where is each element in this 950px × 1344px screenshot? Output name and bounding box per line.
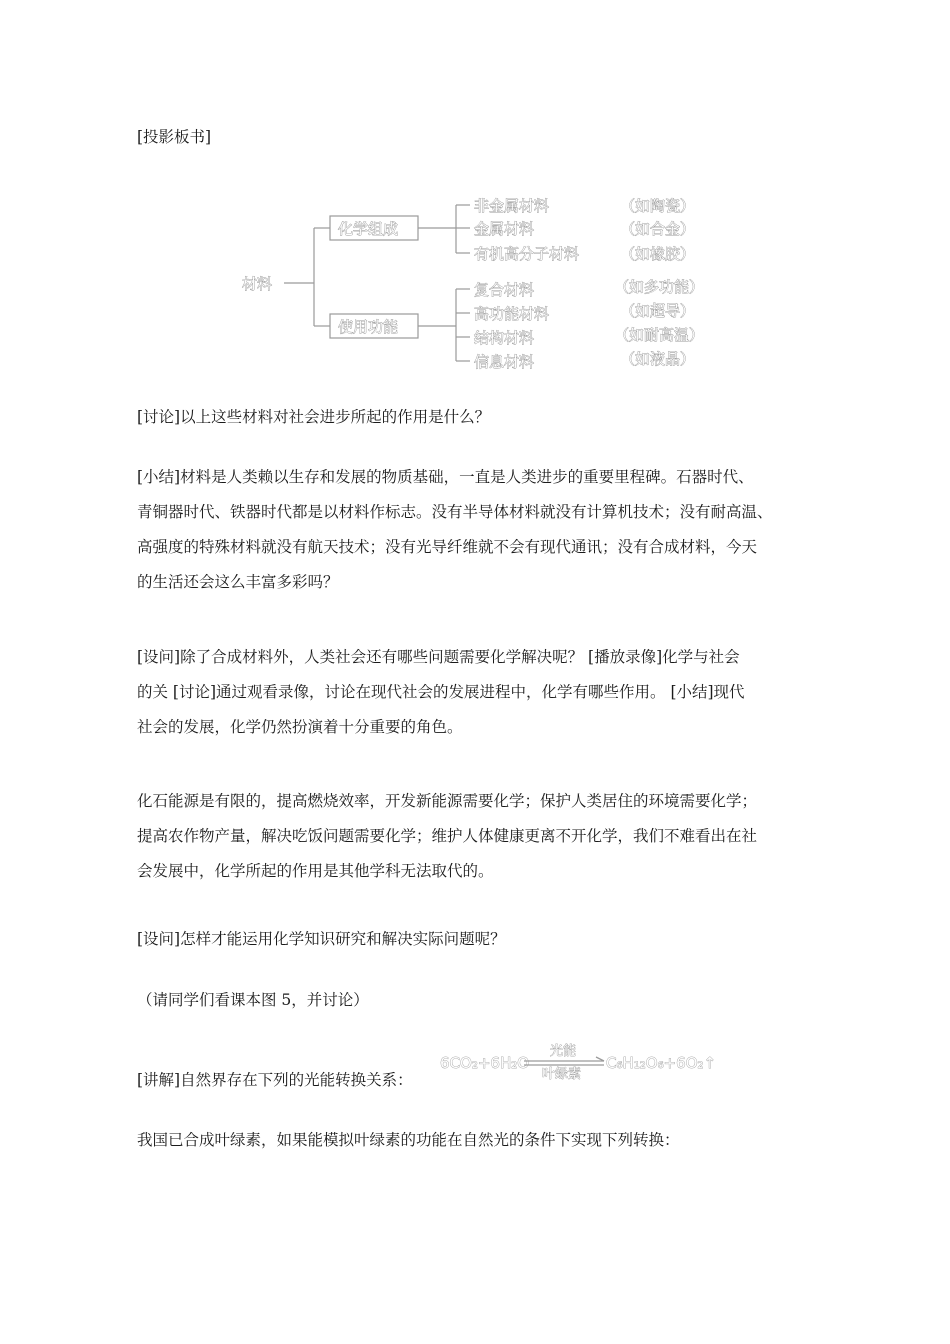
leaf-example: （如液晶） bbox=[620, 350, 696, 368]
paragraph-summary bbox=[137, 460, 827, 600]
diagram-root: 材料 bbox=[242, 275, 273, 293]
materials-classification-diagram bbox=[236, 188, 716, 378]
text-line: [设问]除了合成材料外，人类社会还有哪些问题需要化学解决呢？ [播放录像]化学与社会 bbox=[137, 648, 740, 666]
text-line: [讲解]自然界存在下列的光能转换关系： bbox=[137, 1071, 413, 1089]
leaf-example: （如陶瓷） bbox=[620, 197, 696, 215]
leaf-name: 结构材料 bbox=[474, 329, 535, 347]
text-line: 会发展中，化学所起的作用是其他学科无法取代的。 bbox=[137, 862, 494, 880]
leaf-name: 有机高分子材料 bbox=[474, 245, 580, 263]
leaf-example: （如橡胶） bbox=[620, 245, 696, 263]
text-line: 社会的发展，化学仍然扮演着十分重要的角色。 bbox=[137, 718, 463, 736]
paragraph-question-video bbox=[137, 640, 827, 745]
paragraph-chemistry-role bbox=[137, 784, 827, 889]
heading-projection bbox=[137, 120, 827, 155]
paragraph-chlorophyll bbox=[137, 1123, 827, 1158]
paragraph-discussion bbox=[137, 400, 827, 435]
leaf-name: 非金属材料 bbox=[474, 197, 550, 215]
equation-products: C₆H₁₂O₆+6O₂↑ bbox=[606, 1054, 717, 1072]
paragraph-textbook-note bbox=[137, 983, 827, 1018]
text-line: 的关 [讨论]通过观看录像，讨论在现代社会的发展进程中，化学有哪些作用。 [小结]现代 bbox=[137, 683, 745, 701]
text-line: （请同学们看课本图 5，并讨论） bbox=[137, 991, 369, 1009]
equation-condition-below: 叶绿素 bbox=[542, 1067, 582, 1082]
leaf-example: （如合金） bbox=[620, 220, 696, 238]
text-line: [设问]怎样才能运用化学知识研究和解决实际问题呢？ bbox=[137, 930, 506, 948]
text-line: 提高农作物产量，解决吃饭问题需要化学；维护人体健康更离不开化学，我们不难看出在社 bbox=[137, 827, 758, 845]
text-line: 化石能源是有限的，提高燃烧效率，开发新能源需要化学；保护人类居住的环境需要化学； bbox=[137, 792, 758, 810]
leaf-name: 信息材料 bbox=[474, 353, 535, 371]
text-line: 的生活还会这么丰富多彩吗？ bbox=[137, 573, 339, 591]
text-line: [讨论]以上这些材料对社会进步所起的作用是什么？ bbox=[137, 408, 491, 426]
leaf-example: （如耐高温） bbox=[614, 326, 705, 344]
text-line: 高强度的特殊材料就没有航天技术；没有光导纤维就不会有现代通讯；没有合成材料，今天 bbox=[137, 538, 758, 556]
leaf-name: 复合材料 bbox=[474, 281, 535, 299]
text-line: [投影板书] bbox=[137, 128, 212, 146]
text-line: [小结]材料是人类赖以生存和发展的物质基础，一直是人类进步的重要里程碑。石器时代、 bbox=[137, 468, 754, 486]
leaf-name: 高功能材料 bbox=[474, 305, 550, 323]
equation-reactants: 6CO₂+6H₂O bbox=[440, 1054, 530, 1072]
leaf-example: （如超导） bbox=[620, 302, 696, 320]
leaf-example: （如多功能） bbox=[614, 278, 705, 296]
branch-label-composition: 化学组成 bbox=[338, 220, 399, 238]
text-line: 我国已合成叶绿素，如果能模拟叶绿素的功能在自然光的条件下实现下列转换： bbox=[137, 1131, 680, 1149]
equation-condition-above: 光能 bbox=[550, 1044, 577, 1059]
photosynthesis-equation bbox=[440, 1038, 720, 1082]
leaf-name: 金属材料 bbox=[474, 220, 535, 238]
text-line: 青铜器时代、铁器时代都是以材料作标志。没有半导体材料就没有计算机技术；没有耐高温、 bbox=[137, 503, 773, 521]
branch-label-function: 使用功能 bbox=[338, 318, 399, 336]
paragraph-question-method bbox=[137, 922, 827, 957]
